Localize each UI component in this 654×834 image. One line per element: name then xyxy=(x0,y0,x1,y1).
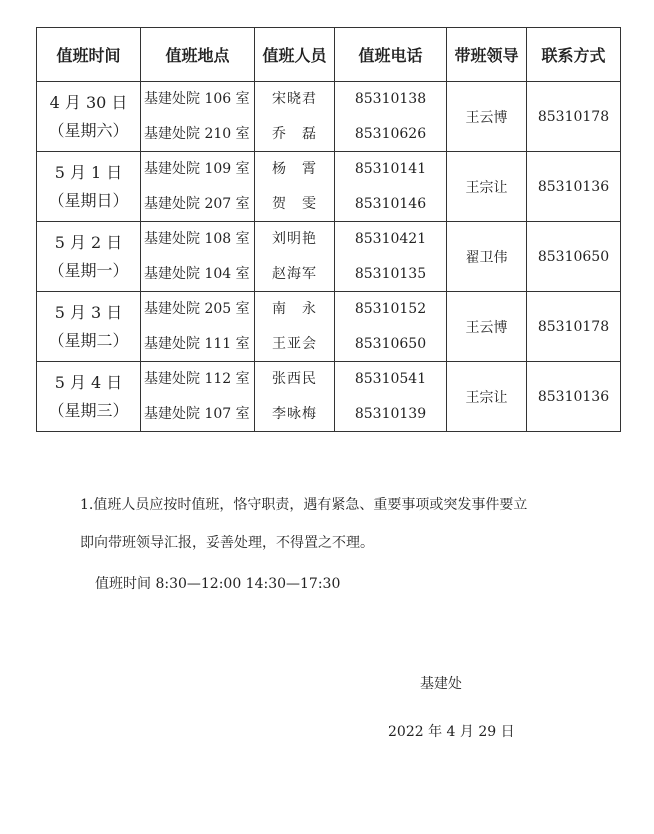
phone-cell xyxy=(335,152,447,222)
leader-cell: 王云博 xyxy=(447,292,527,362)
date-cell xyxy=(37,152,141,222)
phone-number: 85310139 xyxy=(354,405,427,422)
staff-cell xyxy=(255,362,335,432)
date-cell xyxy=(37,82,141,152)
location-text: 基建处院 207 室 xyxy=(144,195,250,212)
location-cell xyxy=(141,152,255,222)
date-text: 4 月 30 日 xyxy=(49,92,128,112)
phone-number: 85310421 xyxy=(354,231,427,248)
duty-schedule-table xyxy=(36,27,621,432)
header-duty-phone: 值班电话 xyxy=(335,28,447,82)
location-text: 基建处院 112 室 xyxy=(144,371,250,388)
table-row xyxy=(37,362,621,432)
header-duty-time: 值班时间 xyxy=(37,28,141,82)
phone-number: 85310650 xyxy=(354,335,427,352)
date-text: 5 月 1 日 xyxy=(54,162,123,182)
date-cell xyxy=(37,292,141,362)
date-text: 5 月 2 日 xyxy=(54,232,123,252)
location-text: 基建处院 210 室 xyxy=(144,125,250,142)
weekday-text: （星期二） xyxy=(48,330,129,350)
phone-cell xyxy=(335,362,447,432)
weekday-text: （星期日） xyxy=(48,190,129,210)
header-duty-location: 值班地点 xyxy=(141,28,255,82)
contact-cell: 85310136 xyxy=(527,152,621,222)
location-text: 基建处院 111 室 xyxy=(144,335,250,352)
leader-cell: 翟卫伟 xyxy=(447,222,527,292)
staff-name: 贺 雯 xyxy=(272,195,317,212)
staff-name: 李咏梅 xyxy=(272,405,317,422)
phone-number: 85310135 xyxy=(354,265,427,282)
location-cell xyxy=(141,222,255,292)
staff-cell xyxy=(255,82,335,152)
staff-cell xyxy=(255,152,335,222)
phone-number: 85310626 xyxy=(354,125,427,142)
staff-name: 杨 霄 xyxy=(272,161,317,178)
staff-name: 宋晓君 xyxy=(272,91,317,108)
leader-cell: 王宗让 xyxy=(447,362,527,432)
table-row xyxy=(37,222,621,292)
table-row xyxy=(37,152,621,222)
phone-number: 85310152 xyxy=(354,301,427,318)
phone-number: 85310541 xyxy=(354,371,427,388)
location-cell xyxy=(141,362,255,432)
weekday-text: （星期六） xyxy=(48,120,129,140)
staff-name: 刘明艳 xyxy=(272,231,317,248)
weekday-text: （星期一） xyxy=(48,260,129,280)
location-cell xyxy=(141,292,255,362)
location-text: 基建处院 104 室 xyxy=(144,265,250,282)
phone-cell xyxy=(335,82,447,152)
phone-number: 85310146 xyxy=(354,195,427,212)
phone-cell xyxy=(335,222,447,292)
phone-cell xyxy=(335,292,447,362)
staff-name: 乔 磊 xyxy=(272,125,317,142)
header-contact: 联系方式 xyxy=(527,28,621,82)
phone-number: 85310138 xyxy=(354,91,427,108)
staff-name: 张西民 xyxy=(272,371,317,388)
contact-cell: 85310178 xyxy=(527,82,621,152)
staff-name: 王亚会 xyxy=(272,335,317,352)
date-cell xyxy=(37,362,141,432)
contact-cell: 85310178 xyxy=(527,292,621,362)
location-text: 基建处院 106 室 xyxy=(144,91,250,108)
header-leader: 带班领导 xyxy=(447,28,527,82)
table-row xyxy=(37,292,621,362)
date-text: 5 月 4 日 xyxy=(54,372,123,392)
staff-name: 赵海军 xyxy=(272,265,317,282)
location-text: 基建处院 108 室 xyxy=(144,231,250,248)
note-line: 1.值班人员应按时值班，恪守职责，遇有紧急、重要事项或突发事件要立 xyxy=(80,497,528,513)
leader-cell: 王云博 xyxy=(447,82,527,152)
staff-name: 南 永 xyxy=(272,301,317,318)
phone-number: 85310141 xyxy=(354,161,427,178)
contact-cell: 85310650 xyxy=(527,222,621,292)
header-duty-staff: 值班人员 xyxy=(255,28,335,82)
signature-org: 基建处 xyxy=(420,676,462,692)
table-row xyxy=(37,82,621,152)
location-cell xyxy=(141,82,255,152)
contact-cell: 85310136 xyxy=(527,362,621,432)
table-header-row xyxy=(37,28,621,82)
staff-cell xyxy=(255,222,335,292)
signature-date: 2022 年 4 月 29 日 xyxy=(388,724,515,740)
leader-cell: 王宗让 xyxy=(447,152,527,222)
location-text: 基建处院 109 室 xyxy=(144,161,250,178)
duty-notes xyxy=(80,486,600,562)
note-line: 即向带班领导汇报，妥善处理，不得置之不理。 xyxy=(80,535,374,551)
duty-hours: 值班时间 8:30—12:00 14:30—17:30 xyxy=(95,576,341,592)
location-text: 基建处院 107 室 xyxy=(144,405,250,422)
date-text: 5 月 3 日 xyxy=(54,302,123,322)
location-text: 基建处院 205 室 xyxy=(144,301,250,318)
staff-cell xyxy=(255,292,335,362)
weekday-text: （星期三） xyxy=(48,400,129,420)
date-cell xyxy=(37,222,141,292)
